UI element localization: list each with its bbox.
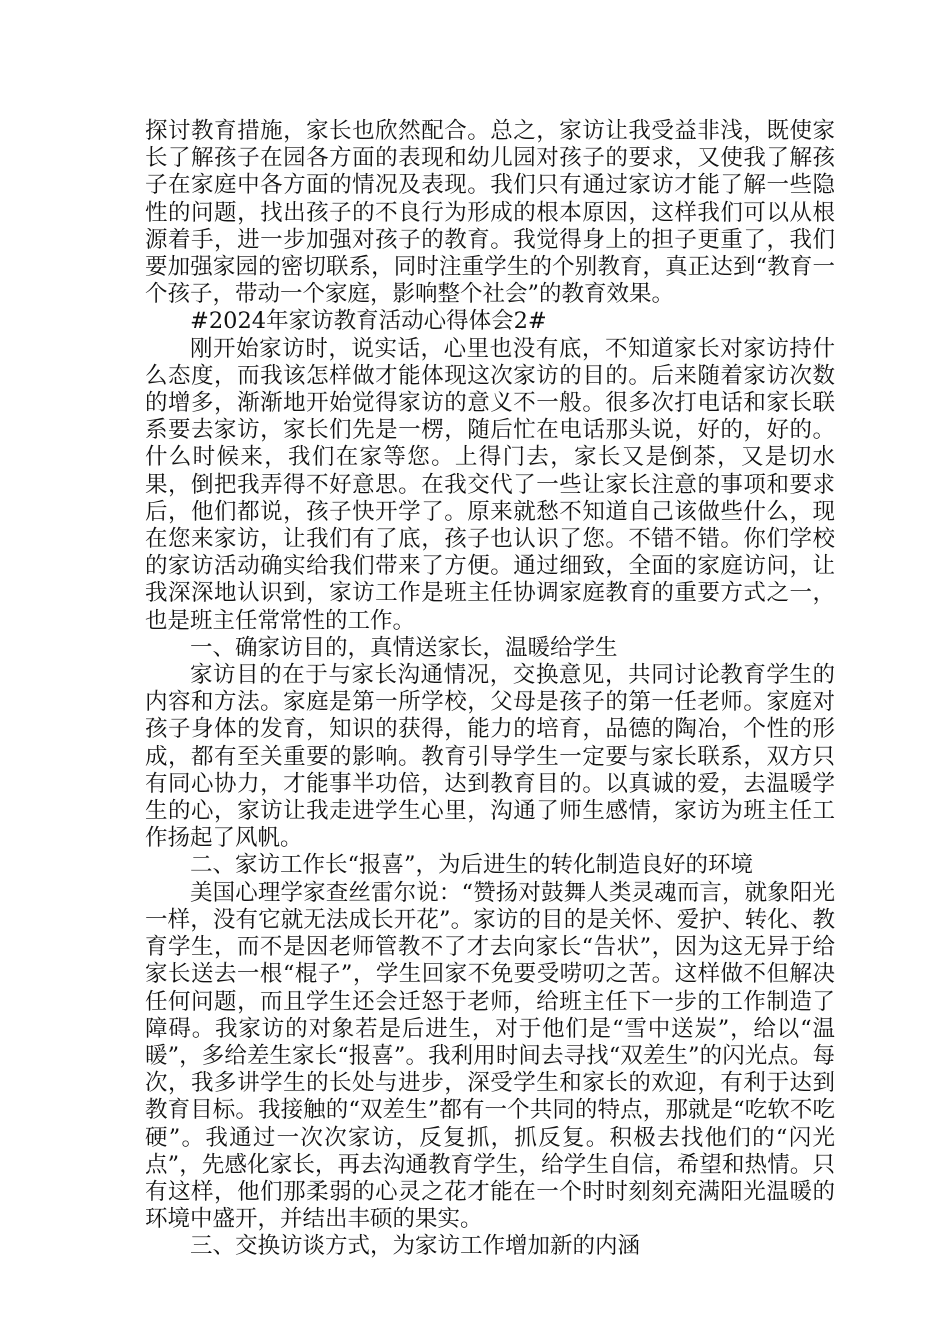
section-heading: 一、确家访目的，真情送家长，温暖给学生: [190, 634, 618, 661]
paragraph-body: 美国心理学家查丝雷尔说：“赞扬对鼓舞人类灵魂而言，就象阳光一样，没有它就无法成长开花”。家访的目的是关怀、爱护、转化、教育学生，而不是因老师管教不了才去向家长“告状”，因为这无异于给家长送去一根“棍子”，学生回家不免要受唠叨之苦。这样做不但解决任何问题，而且学生还会迁怒于老师，给班主任下一步的工作制造了障碍。我家访的对象若是后进生，对于他们是“雪中送炭”，给以“温暖”，多给差生家长“报喜”。我利用时间去寻找“双差生”的闪光点。每次，我多讲学生的长处与进步，深受学生和家长的欢迎，有利于达到教育目标。我接触的“双差生”都有一个共同的特点，那就是“吃软不吃硬”。我通过一次次家访，反复抓，抓反复。积极去找他们的“闪光点”，先感化家长，再去沟通教育学生，给学生自信，希望和热情。只有这样，他们那柔弱的心灵之花才能在一个时时刻刻充满阳光温暖的环境中盛开，并结出丰硕的果实。: [145, 879, 835, 1233]
section-heading: 二、家访工作长“报喜”，为后进生的转化制造良好的环境: [190, 852, 754, 879]
paragraph-body: 探讨教育措施，家长也欣然配合。总之，家访让我受益非浅，既使家长了解孩子在园各方面的表现和幼儿园对孩子的要求，又使我了解孩子在家庭中各方面的情况及表现。我们只有通过家访才能了解一些隐性的问题，找出孩子的不良行为形成的根本原因，这样我们可以从根源着手，进一步加强对孩子的教育。我觉得身上的担子更重了，我们要加强家园的密切联系，同时注重学生的个别教育，真正达到“教育一个孩子，带动一个家庭，影响整个社会”的教育效果。: [145, 118, 835, 308]
paragraph-body: 刚开始家访时，说实话，心里也没有底，不知道家长对家访持什么态度，而我该怎样做才能体现这次家访的目的。后来随着家访次数的增多，渐渐地开始觉得家访的意义不一般。很多次打电话和家长联系要去家访，家长们先是一楞，随后忙在电话那头说，好的，好的。什么时候来，我们在家等您。上得门去，家长又是倒茶，又是切水果，倒把我弄得不好意思。在我交代了一些让家长注意的事项和要求后，他们都说，孩子快开学了。原来就愁不知道自己该做些什么，现在您来家访，让我们有了底，孩子也认识了您。不错不错。你们学校的家访活动确实给我们带来了方便。通过细致，全面的家庭访问，让我深深地认识到，家访工作是班主任协调家庭教育的重要方式之一，也是班主任常常性的工作。: [145, 335, 835, 634]
section-heading: 三、交换访谈方式，为家访工作增加新的内涵: [190, 1233, 641, 1260]
section-title: #2024年家访教育活动心得体会2#: [190, 308, 547, 335]
document-page: [145, 118, 835, 1261]
paragraph-body: 家访目的在于与家长沟通情况，交换意见，共同讨论教育学生的内容和方法。家庭是第一所学校，父母是孩子的第一任老师。家庭对孩子身体的发育，知识的获得，能力的培育，品德的陶冶，个性的形成，都有至关重要的影响。教育引导学生一定要与家长联系，双方只有同心协力，才能事半功倍，达到教育目的。以真诚的爱，去温暖学生的心，家访让我走进学生心里，沟通了师生感情，家访为班主任工作扬起了风帆。: [145, 662, 835, 852]
